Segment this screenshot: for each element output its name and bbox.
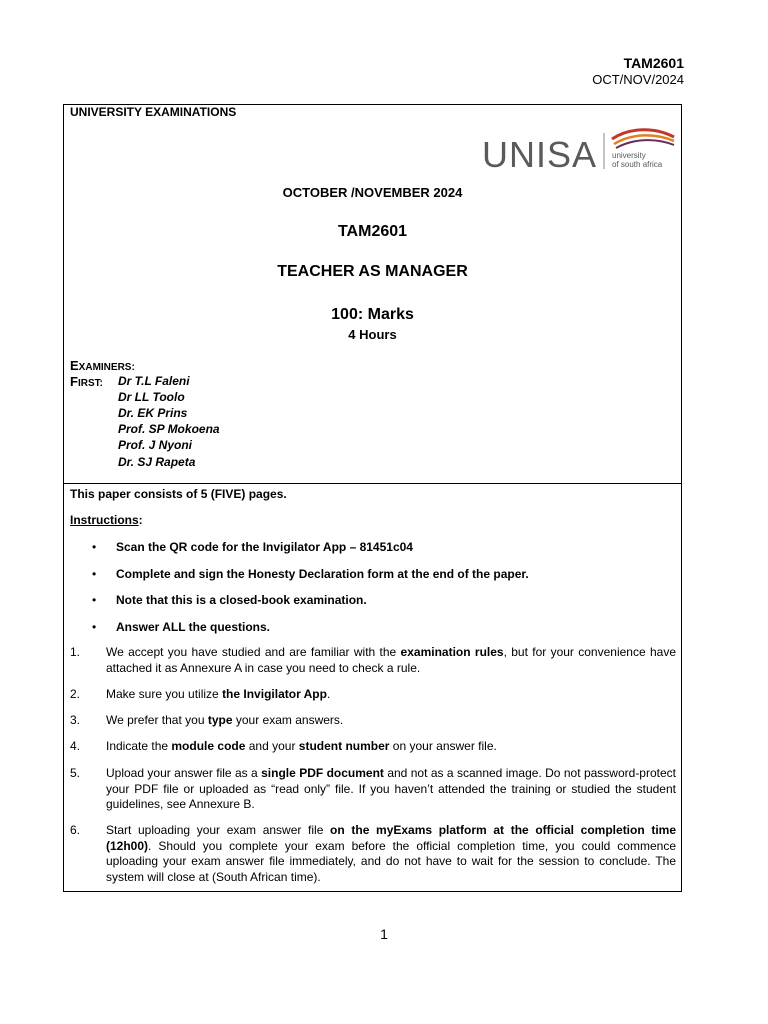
text-run: Start uploading your exam answer file xyxy=(106,823,331,837)
page-count-note: This paper consists of 5 (FIVE) pages. xyxy=(70,487,287,501)
text-run: and your xyxy=(245,739,299,753)
examiner-name: Dr. EK Prins xyxy=(118,406,188,420)
text-run: We accept you have studied and are familiar with the xyxy=(106,645,401,659)
unisa-logo xyxy=(480,125,680,173)
bullet-item: Complete and sign the Honesty Declaration form at the end of the paper. xyxy=(116,567,529,581)
exam-session: OCTOBER /NOVEMBER 2024 xyxy=(282,185,463,200)
item-number: 4. xyxy=(70,739,81,753)
module-code: TAM2601 xyxy=(337,223,408,240)
text-run: . Should you complete your exam before the official completion time, you could commence uploading your exam answer file immediately, and do not have to wait for the session to conclude. The system will close at (South African time). xyxy=(106,838,676,884)
university-examinations-label: UNIVERSITY EXAMINATIONS xyxy=(70,105,237,119)
first-examiners-label: FIRST: xyxy=(70,374,103,389)
item-number: 1. xyxy=(70,645,81,659)
instructions-box xyxy=(63,482,682,892)
bold-text: module code xyxy=(171,739,246,753)
page-number: 1 xyxy=(380,926,388,942)
header-module-code: TAM2601 xyxy=(623,55,684,71)
instruction-item xyxy=(106,713,676,729)
examiner-name: Dr T.L Faleni xyxy=(118,374,190,388)
examiner-name: Dr LL Toolo xyxy=(118,390,185,404)
item-number: 6. xyxy=(70,823,81,837)
instructions-heading: Instructions: xyxy=(70,513,143,527)
text-run: Upload your answer file as a xyxy=(106,766,262,780)
instruction-item xyxy=(106,687,676,703)
bullet-marker: • xyxy=(92,620,97,634)
instruction-item xyxy=(106,739,676,755)
text-run: We prefer that you xyxy=(106,713,208,727)
logo-line2: of south africa xyxy=(612,160,663,169)
instruction-item xyxy=(106,823,676,885)
item-number: 3. xyxy=(70,713,81,727)
header-date: OCT/NOV/2024 xyxy=(592,72,684,87)
text-run: Indicate the xyxy=(106,739,172,753)
exam-duration: 4 Hours xyxy=(348,327,397,342)
text-run: and not as a scanned image. Do not password-protect your PDF file or uploaded as “read only” file. If you haven’t attended the training or studied the student guidelines, see Annexure B. xyxy=(106,766,676,811)
cover-box xyxy=(63,104,682,484)
logo-line1: university xyxy=(612,151,646,160)
text-run: your exam answers. xyxy=(232,713,344,727)
text-run: , but for your convenience have attached it as Annexure A in case you need to check a rule. xyxy=(106,645,676,675)
bold-text: student number xyxy=(298,739,390,753)
bullet-marker: • xyxy=(92,540,97,554)
bold-text: on the myExams platform at the official completion time (12h00) xyxy=(106,823,677,853)
examiner-name: Prof. J Nyoni xyxy=(118,438,193,452)
instruction-item xyxy=(106,766,676,813)
bullet-marker: • xyxy=(92,593,97,607)
bullet-item: Note that this is a closed-book examination. xyxy=(116,593,367,607)
bullet-item: Answer ALL the questions. xyxy=(116,620,271,634)
bold-text: examination rules xyxy=(400,645,504,659)
instruction-item xyxy=(106,645,676,676)
text-run: Make sure you utilize xyxy=(106,687,223,701)
bullet-marker: • xyxy=(92,567,97,581)
examiner-name: Dr. SJ Rapeta xyxy=(118,455,196,469)
logo-wordmark: UNISA xyxy=(482,134,598,173)
total-marks: 100: Marks xyxy=(331,306,414,323)
item-number: 2. xyxy=(70,687,81,701)
text-run: on your answer file. xyxy=(389,739,497,753)
bold-text: the Invigilator App xyxy=(222,687,327,701)
bold-text: single PDF document xyxy=(261,766,384,780)
bullet-item: Scan the QR code for the Invigilator App – 81451c04 xyxy=(116,540,413,554)
module-title: TEACHER AS MANAGER xyxy=(277,263,468,280)
item-number: 5. xyxy=(70,766,81,780)
bold-text: type xyxy=(207,713,233,727)
examiners-heading: EXAMINERS: xyxy=(70,358,135,373)
examiner-name: Prof. SP Mokoena xyxy=(118,422,220,436)
text-run: . xyxy=(326,687,331,701)
